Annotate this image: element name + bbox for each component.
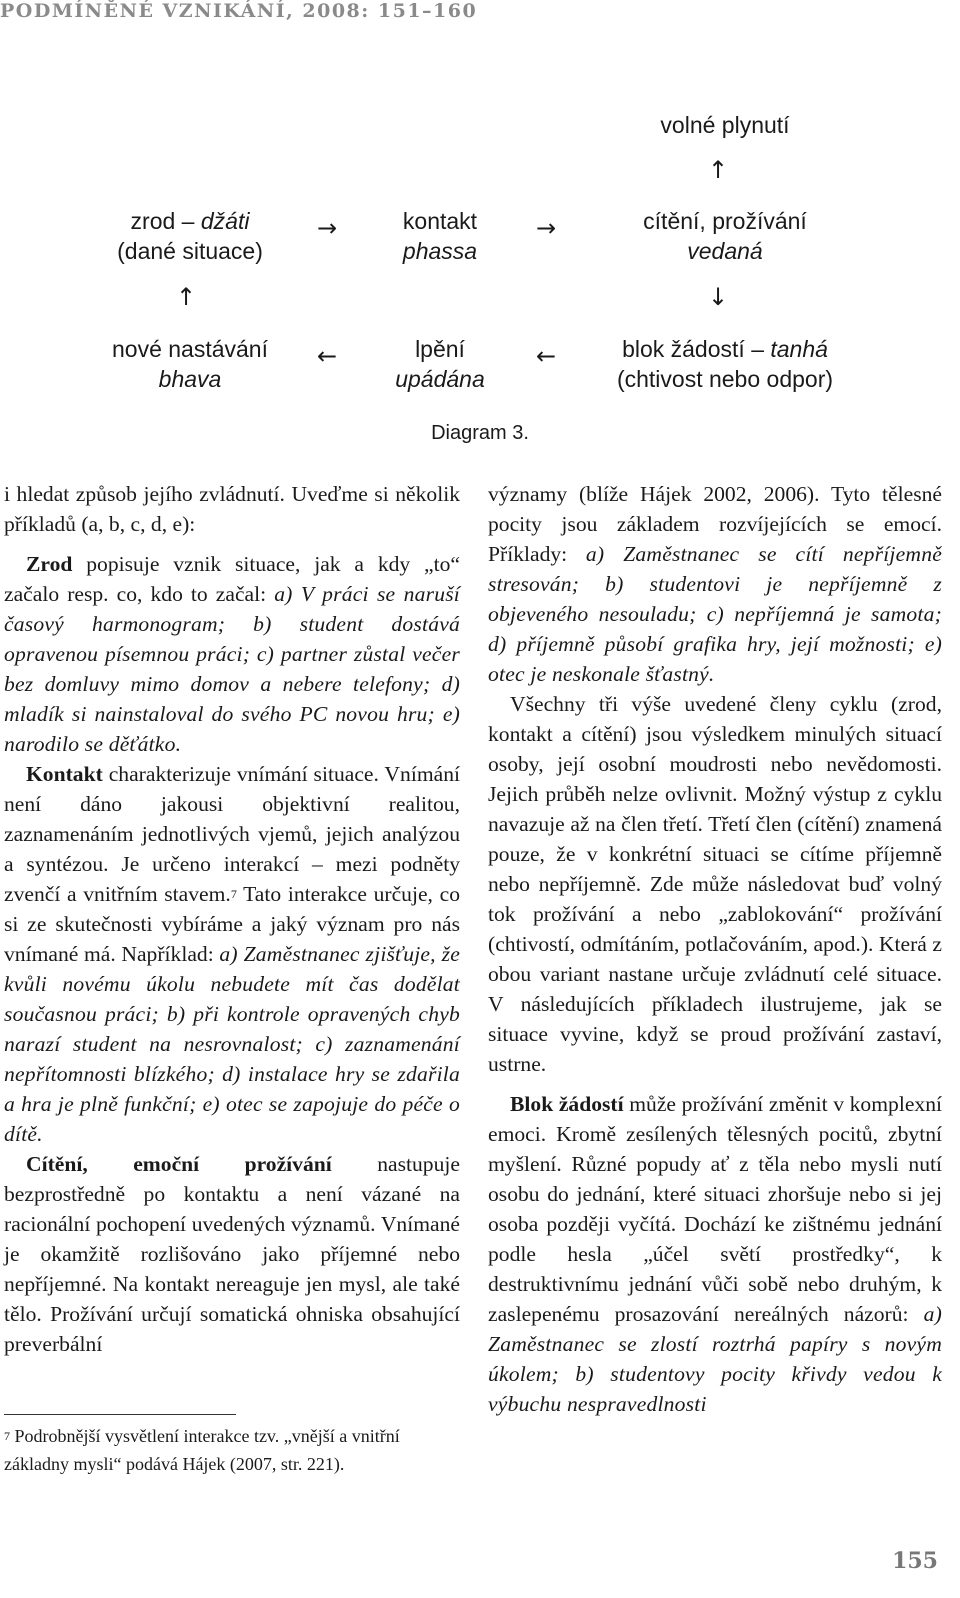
node-blok-line1-italic: tanhá	[770, 336, 828, 362]
left-p3-text: charakterizuje vnímání situace. Vnímání není dáno jakousi objektivní realitou, zaznamenáním jednotlivých vjemů, jejich analýzou a syntézou. Je určeno interakcí – mezi podněty zvenčí a vnitřním stavem.	[4, 762, 460, 906]
footnote-ref: 7	[230, 887, 237, 901]
left-p2-examples: a) V práci se naruší časový harmonogram; b) student dostává opravenou písemnou práci; c) partner zůstal večer bez domluvy mimo domov a nebere telefony; d) mladík si nainstaloval do svého PC novou hru; e) narodilo se děťátko.	[4, 582, 460, 756]
node-volne-plynuti	[600, 110, 850, 140]
node-kontakt	[340, 206, 540, 266]
node-citeni-line1: cítění, prožívání	[643, 208, 807, 234]
right-column	[488, 479, 942, 1419]
arrow-left-icon: ←	[536, 342, 557, 370]
arrow-down-icon: ↓	[708, 283, 729, 311]
footnote-text: Podrobnější vysvětlení interakce tzv. „vnější a vnitřní základny mysli“ podává Hájek (2007, str. 221).	[4, 1426, 400, 1474]
term-blok-zadosti: Blok žádostí	[510, 1092, 624, 1116]
node-zrod-line1-italic: džáti	[200, 208, 250, 234]
left-paragraph-citeni	[4, 1149, 460, 1359]
right-paragraph-2: Všechny tři výše uvedené členy cyklu (zrod, kontakt a cítění) jsou výsledkem minulých situací osoby, její osobní moudrosti nebo nevědomosti. Jejich průběh nelze ovlivnit. Možný výstup z cyklu navazuje až na člen třetí. Třetí člen (cítění) znamená pouze, že v konkrétní situaci se cítíme příjemně nebo nepříjemně. Zde může následovat buď volný tok prožívání a nebo „zablokování“ prožívání (chtivostí, odmítáním, potlačováním, apod.). Která z obou variant nastane určuje zvládnutí celé situace. V následujících příkladech ilustrujeme, jak se situace vyvine, když se proud prožívání zastaví, ustrne.	[488, 692, 942, 1076]
page-number: 155	[892, 1548, 938, 1574]
arrow-right-icon: →	[536, 214, 557, 242]
arrow-up-icon: ↑	[176, 283, 197, 311]
left-p2-text: popisuje vznik situace, jak a kdy „to“ začalo resp. co, kdo to začal:	[4, 552, 460, 606]
left-paragraph-zrod	[4, 549, 460, 759]
node-nove-nastavani	[70, 334, 310, 394]
node-zrod	[70, 206, 310, 266]
node-zrod-line1: zrod –	[130, 208, 201, 234]
node-citeni	[590, 206, 860, 266]
right-p1-text: významy (blíže Hájek 2002, 2006). Tyto tělesné pocity jsou základem rozvíjejících se emocí. Příklady:	[488, 482, 942, 566]
arrow-up-icon: ↑	[708, 156, 729, 184]
arrow-left-icon: ←	[317, 342, 338, 370]
left-p3-examples: a) Zaměstnanec zjišťuje, že kvůli novému úkolu nebudete mít čas dodělat současnou práci; b) při kontrole opravených chyb narazí student na nesrovnalost; c) zaznamenání nepřítomnosti blízkého; d) instalace hry se zdařila a hra je plně funkční; e) otec se zapojuje do péče o dítě.	[4, 942, 460, 1146]
footnote	[4, 1422, 460, 1478]
left-p4-text: nastupuje bezprostředně po kontaktu a není vázané na racionální pochopení uvedených významů. Vnímané je okamžitě rozlišováno jako příjemné nebo nepříjemné. Na kontakt nereaguje jen mysl, ale také tělo. Prožívání určují somatická ohniska obsahující preverbální	[4, 1152, 460, 1356]
right-p3-text: může prožívání změnit v komplexní emoci. Kromě zesílených tělesných pocitů, zbytní myšlení. Různé popudy ať z těla nebo mysli nutí osobu do jednání, které situaci zhoršuje nebo si jej osoba později vyčítá. Dochází ke zištnému jednání podle hesla „účel světí prostředky“, k destruktivnímu jednání vůči sobě nebo druhým, k zaslepenému prosazování nereálných názorů:	[488, 1092, 942, 1326]
running-head: PODMÍNĚNÉ VZNIKÁNÍ, 2008: 151–160	[0, 0, 478, 22]
footnote-rule	[4, 1414, 236, 1415]
right-p3-examples: a) Zaměstnanec se zlostí roztrhá papíry s novým úkolem; b) studentovy pocity křivdy vedou k výbuchu nespravedlnosti	[488, 1302, 942, 1416]
term-zrod: Zrod	[26, 552, 73, 576]
node-kontakt-line1: kontakt	[402, 208, 478, 234]
left-column	[4, 479, 460, 1359]
node-volne-plynuti-label: volné plynutí	[660, 112, 790, 138]
node-citeni-line2: vedaná	[687, 238, 763, 264]
diagram-caption: Diagram 3.	[431, 422, 529, 444]
right-p1-examples: a) Zaměstnanec se cítí nepříjemně stresován; b) studentovi je nepříjemně z objeveného nesouladu; c) nepříjemná je samota; d) příjemně působí grafika hry, její možnosti; e) otec je neskonale šťastný.	[488, 542, 942, 686]
node-lpeni-line2: upádána	[395, 366, 485, 392]
node-blok-line1: blok žádostí –	[622, 336, 771, 362]
node-lpeni-line1: lpění	[415, 336, 465, 362]
node-nove-line2: bhava	[158, 366, 222, 392]
left-p3-text2: Tato interakce určuje, co si ze skutečnosti vybíráme a jaký význam pro nás vnímané má. Například:	[4, 882, 460, 966]
node-nove-line1: nové nastávání	[111, 336, 268, 362]
term-citeni: Cítění, emoční prožívání	[26, 1152, 332, 1176]
right-paragraph-1	[488, 479, 942, 689]
node-kontakt-line2: phassa	[402, 238, 478, 264]
node-zrod-line2: (dané situace)	[117, 238, 263, 264]
left-paragraph-1: i hledat způsob jejího zvládnutí. Uveďme si několik příkladů (a, b, c, d, e):	[4, 482, 460, 536]
footnote-number: 7	[4, 1429, 10, 1443]
right-paragraph-blok	[488, 1089, 942, 1419]
node-lpeni	[340, 334, 540, 394]
left-paragraph-kontakt	[4, 759, 460, 1149]
node-blok-zadosti	[580, 334, 870, 394]
arrow-right-icon: →	[317, 214, 338, 242]
term-kontakt: Kontakt	[26, 762, 103, 786]
node-blok-line2: (chtivost nebo odpor)	[616, 366, 834, 392]
